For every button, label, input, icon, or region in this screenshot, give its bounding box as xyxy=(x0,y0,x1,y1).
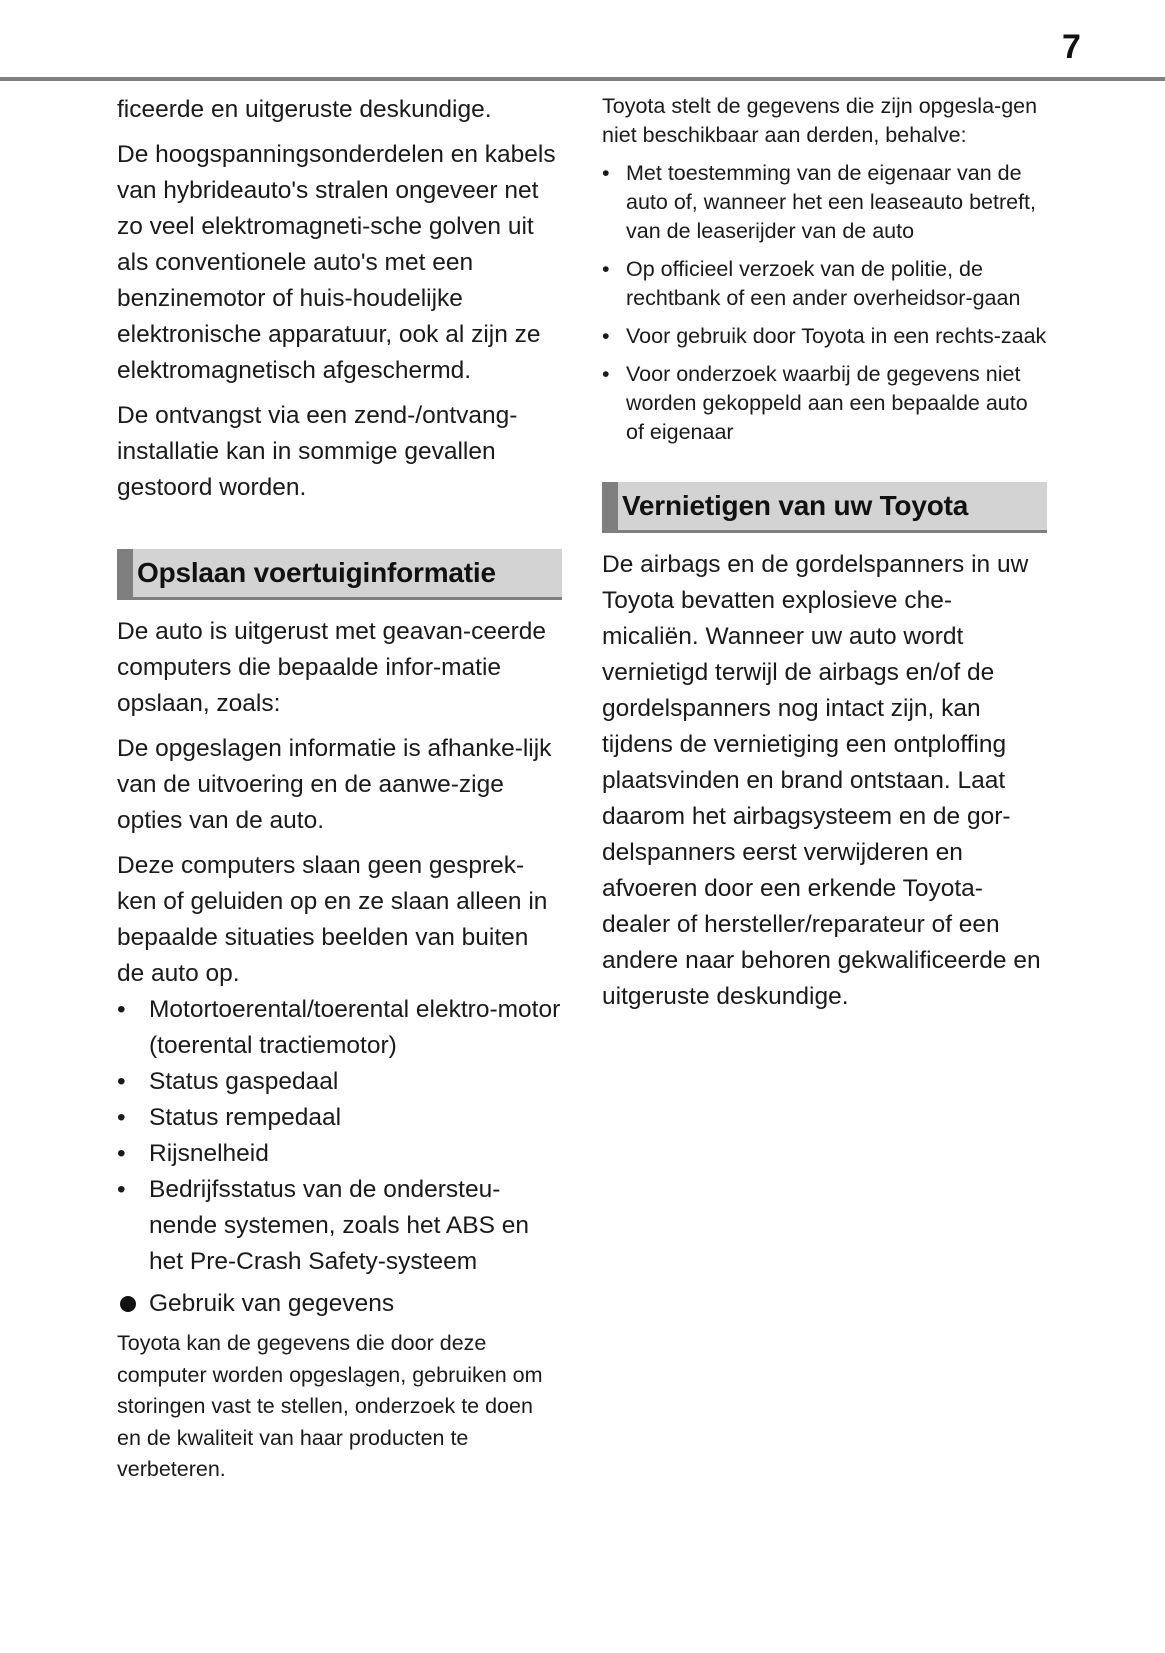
paragraph: De hoogspanningsonderdelen en kabels van hybrideauto's stralen ongeveer net zo veel elektromagneti-sche golven uit als conventionele auto's met een benzinemotor of huis-houdelijke elektronische apparatuur, ook al zijn ze elektromagnetisch afgeschermd. xyxy=(117,141,556,384)
paragraph: De ontvangst via een zend-/ontvang-installatie kan in sommige gevallen gestoord worden. xyxy=(117,402,518,501)
list-item xyxy=(117,1100,562,1136)
paragraph: De opgeslagen informatie is afhanke-lijk van de uitvoering en de aanwe-zige opties van de auto. xyxy=(117,735,552,834)
bullet-icon: • xyxy=(117,1068,126,1095)
right-column xyxy=(602,92,1047,1024)
list-item-text: Motortoerental/toerental elektro-motor (toerental tractiemotor) xyxy=(149,996,561,1059)
bullet-icon: • xyxy=(602,362,610,386)
list-item-text: Status gaspedaal xyxy=(149,1068,339,1095)
list-item xyxy=(602,255,1047,313)
list-item-text: Bedrijfsstatus van de ondersteu-nende systemen, zoals het ABS en het Pre-Crash Safety-systeem xyxy=(149,1176,529,1275)
bullet-icon: • xyxy=(117,1104,126,1131)
left-column xyxy=(117,92,562,1494)
subheading-gebruik xyxy=(117,1286,562,1322)
data-disclosure-list xyxy=(602,159,1047,447)
section-heading-accent-bar xyxy=(602,482,618,530)
section-title: Opslaan voertuiginformatie xyxy=(137,557,496,588)
paragraph: De airbags en de gordelspanners in uw Toyota bevatten explosieve che-micaliën. Wanneer uw auto wordt vernietigd terwijl de airbags en/of de gordelspanners nog intact zijn, kan tijdens de vernietiging een ontploffing plaatsvinden en brand ontstaan. Laat daarom het airbagsysteem en de gor-delspanners eerst verwijderen en afvoeren door een erkende Toyota-dealer of hersteller/reparateur of een andere naar behoren gekwalificeerde en uitgeruste deskundige. xyxy=(602,551,1041,1010)
list-item xyxy=(117,1136,562,1172)
section-heading-vernietigen xyxy=(602,482,1047,533)
paragraph: Deze computers slaan geen gesprek-ken of geluiden op en ze slaan alleen in bepaalde situaties beelden van buiten de auto op. xyxy=(117,852,548,987)
section-heading-accent-bar xyxy=(117,549,133,597)
bullet-icon: • xyxy=(117,1176,126,1203)
subheading-text: Gebruik van gegevens xyxy=(149,1290,395,1317)
bullet-icon: • xyxy=(602,161,610,185)
bullet-icon: • xyxy=(117,996,126,1023)
bullet-icon: • xyxy=(117,1140,126,1167)
list-item-text: Rijsnelheid xyxy=(149,1140,269,1167)
list-item xyxy=(602,159,1047,246)
list-item xyxy=(602,322,1047,351)
list-item xyxy=(117,1064,562,1100)
list-item-text: Voor onderzoek waarbij de gegevens niet worden gekoppeld aan een bepaalde auto of eigenaar xyxy=(626,362,1028,444)
stored-data-list xyxy=(117,992,562,1280)
list-item xyxy=(117,992,562,1064)
paragraph: ficeerde en uitgeruste deskundige. xyxy=(117,96,492,123)
list-item-text: Met toestemming van de eigenaar van de auto of, wanneer het een leaseauto betreft, van de leaserijder van de auto xyxy=(626,161,1036,243)
bullet-icon: • xyxy=(602,257,610,281)
section-heading-opslaan xyxy=(117,549,562,600)
paragraph: Toyota kan de gegevens die door deze computer worden opgeslagen, gebruiken om storingen vast te stellen, onderzoek te doen en de kwaliteit van haar producten te verbeteren. xyxy=(117,1331,543,1481)
section-title: Vernietigen van uw Toyota xyxy=(622,490,969,521)
list-item xyxy=(602,360,1047,447)
page-number: 7 xyxy=(1062,28,1081,66)
filled-circle-icon xyxy=(120,1296,136,1312)
list-item xyxy=(117,1172,562,1280)
list-item-text: Op officieel verzoek van de politie, de rechtbank of een ander overheidsor-gaan xyxy=(626,257,1021,310)
header-rule xyxy=(0,77,1165,81)
list-item-text: Voor gebruik door Toyota in een rechts-zaak xyxy=(626,324,1047,348)
bullet-icon: • xyxy=(602,324,610,348)
list-item-text: Status rempedaal xyxy=(149,1104,342,1131)
paragraph: De auto is uitgerust met geavan-ceerde computers die bepaalde infor-matie opslaan, zoals: xyxy=(117,618,546,717)
paragraph: Toyota stelt de gegevens die zijn opgesla-gen niet beschikbaar aan derden, behalve: xyxy=(602,94,1038,147)
